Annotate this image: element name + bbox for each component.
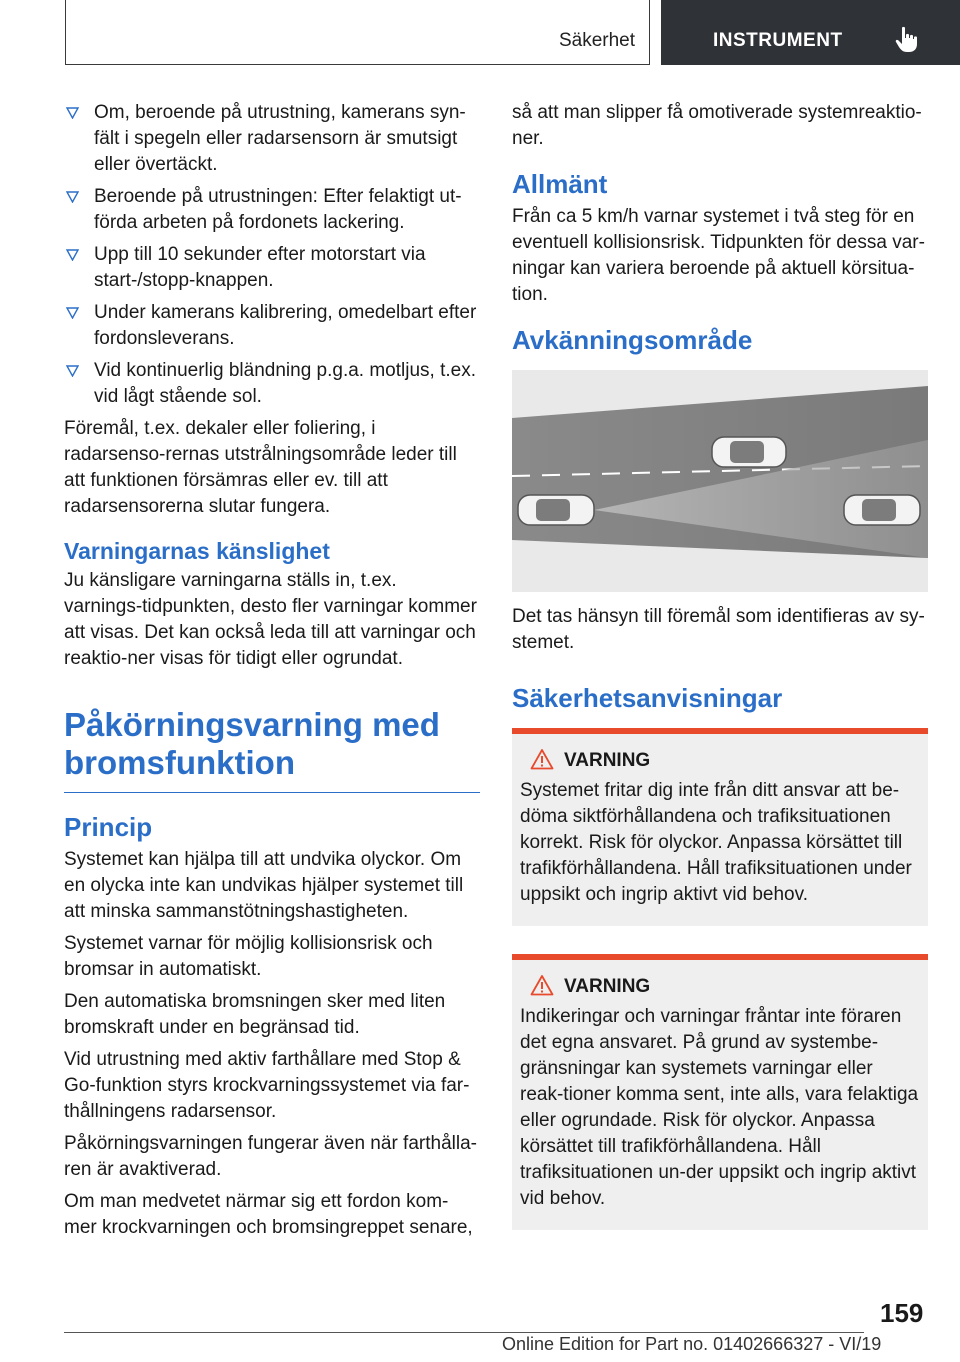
warning-title xyxy=(524,974,920,1000)
page-header xyxy=(0,0,960,66)
paragraph-continued: så att man slipper få omotiverade systemreaktio-ner. xyxy=(512,102,922,149)
list-item xyxy=(64,300,480,352)
road-illustration xyxy=(512,370,928,592)
warning-title-text: VARNING xyxy=(564,750,651,771)
triangle-bullet-icon xyxy=(66,249,79,261)
warning-body: Indikeringar och varningar fråntar inte föraren det egna ansvaret. På grund av systembe-gränsningar kan systemets varningar eller reak-tioner komma sent, inte alls, vara felaktiga eller ogrundade. Risk för olyckor. Anpassa körsättet till trafikförhållandena. Håll trafiksituationen un-der uppsikt och ingrip aktivt vid behov. xyxy=(520,1006,919,1209)
chapter-title: Påkörningsvarning med bromsfunktion xyxy=(64,706,480,793)
paragraph: Påkörningsvarningen fungerar även när farthålla-ren är avaktiverad. xyxy=(64,1133,477,1180)
detection-area-illustration xyxy=(512,370,928,592)
triangle-bullet-icon xyxy=(66,365,79,377)
list-item-text: Upp till 10 sekunder efter motorstart via start-/stopp-knappen. xyxy=(94,244,426,291)
section-tab-label: Säkerhet xyxy=(558,30,635,51)
warning-title xyxy=(524,748,920,774)
list-item-text: Beroende på utrustningen: Efter felaktigt ut-förda arbeten på fordonets lackering. xyxy=(94,186,462,233)
list-item xyxy=(64,100,480,178)
warning-title-text: VARNING xyxy=(564,976,651,997)
pointing-hand-icon xyxy=(893,24,923,54)
triangle-bullet-icon xyxy=(66,307,79,319)
heading-allmant: Allmänt xyxy=(512,169,608,199)
list-item-text: Under kamerans kalibrering, omedelbart efter fordonsleverans. xyxy=(94,302,477,349)
list-item xyxy=(64,242,480,294)
list-item xyxy=(64,358,480,410)
paragraph-foremal: Föremål, t.ex. dekaler eller foliering, i radarsenso-rernas utstrålningsområde leder till att funktionen försämras eller ev. till att radarsensorerna slutar fungera. xyxy=(64,418,457,517)
list-item-text: Vid kontinuerlig bländning p.g.a. motljus, t.ex. vid lågt stående sol. xyxy=(94,360,476,407)
footer-divider xyxy=(64,1332,864,1333)
paragraph: Om man medvetet närmar sig ett fordon kom-mer krockvarningen och bromsingreppet senare, xyxy=(64,1191,473,1238)
triangle-bullet-icon xyxy=(66,107,79,119)
paragraph: Vid utrustning med aktiv farthållare med Stop & Go-funktion styrs krockvarningssystemet via far-thållningens radarsensor. xyxy=(64,1049,470,1122)
chapter-tab[interactable] xyxy=(661,0,960,65)
section-tab[interactable] xyxy=(65,0,650,65)
footer-edition: Online Edition for Part no. 01402666327 - VI/19 xyxy=(502,1334,882,1354)
car-ahead xyxy=(844,495,920,525)
paragraph: Den automatiska bromsningen sker med liten bromskraft under en begränsad tid. xyxy=(64,991,446,1038)
warning-box xyxy=(512,728,928,926)
triangle-bullet-icon xyxy=(66,191,79,203)
right-column xyxy=(512,100,928,1244)
warning-triangle-icon xyxy=(530,748,554,770)
paragraph: Systemet varnar för möjlig kollisionsrisk och bromsar in automatiskt. xyxy=(64,933,433,980)
paragraph-allmant: Från ca 5 km/h varnar systemet i två steg för en eventuell kollisionsrisk. Tidpunkten för dessa var-ningar kan variera beroende på aktuell körsitua-tion. xyxy=(512,206,925,305)
heading-princip: Princip xyxy=(64,812,153,842)
warning-triangle-icon xyxy=(530,974,554,996)
warning-body: Systemet fritar dig inte från ditt ansvar att be-döma siktförhållandena och trafiksituationen korrekt. Risk för olyckor. Anpassa körsättet till trafikförhållandena. Håll trafiksituationen under uppsikt och ingrip aktivt vid behov. xyxy=(520,780,912,905)
heading-avkanningsomrade: Avkänningsområde xyxy=(512,325,753,355)
heading-sakerhetsanvisningar: Säkerhetsanvisningar xyxy=(512,683,783,713)
warning-box xyxy=(512,954,928,1230)
left-column xyxy=(64,100,480,1247)
car-own xyxy=(518,495,594,525)
list-item xyxy=(64,184,480,236)
list-item-text: Om, beroende på utrustning, kamerans syn-fält i spegeln eller radarsensorn är smutsigt eller övertäckt. xyxy=(94,102,466,175)
heading-varningarnas-kanslighet: Varningarnas känslighet xyxy=(64,538,330,564)
paragraph: Systemet kan hjälpa till att undvika olyckor. Om en olycka inte kan undvikas hjälper systemet till att minska sammanstötningshastigheten. xyxy=(64,849,464,922)
chapter-tab-label: INSTRUMENT xyxy=(713,30,843,51)
paragraph-figure-caption: Det tas hänsyn till föremål som identifieras av sy-stemet. xyxy=(512,606,925,653)
page-number: 159 xyxy=(880,1298,924,1328)
car-other-lane xyxy=(712,437,786,467)
paragraph-kansligare: Ju känsligare varningarna ställs in, t.ex. varnings-tidpunkten, desto fler varningar kommer att visas. Det kan också leda till att varningar och reaktio-ner visas för tidigt eller ogrundat. xyxy=(64,570,477,669)
